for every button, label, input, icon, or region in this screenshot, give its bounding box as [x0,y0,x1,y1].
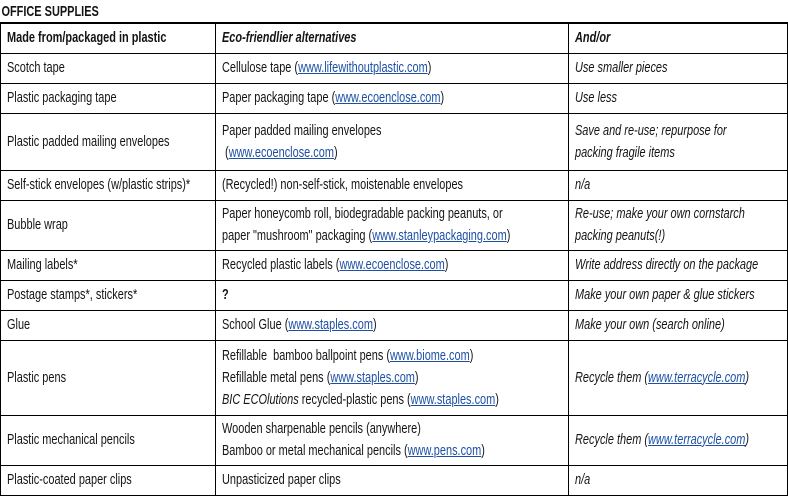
cell-plastic-item [1,340,216,415]
text-segment: Use smaller pieces [575,59,668,76]
hyperlink[interactable]: www.terracycle.com [648,431,746,448]
cell-andor [569,113,788,170]
text-segment: ( [222,143,229,161]
text-segment: Recycle them ( [575,431,649,448]
cell-alternatives [216,310,569,340]
table-row [1,113,788,170]
plastic-item-label: Postage stamps*, stickers* [7,286,138,303]
text-segment: ) [440,89,445,106]
hyperlink[interactable]: www.pens.com [407,442,482,459]
cell-plastic-item [1,53,216,83]
column-header-label: And/or [575,29,611,47]
plastic-item-label: Plastic-coated paper clips [7,471,132,488]
hyperlink[interactable]: www.ecoenclose.com [335,89,441,106]
text-segment: Recycle them ( [575,368,649,386]
text-segment: paper "mushroom" packaging ( [222,227,373,244]
text-segment: packing peanuts(!) [575,227,666,244]
cell-plastic-item [1,310,216,340]
cell-alternatives [216,465,569,495]
text-segment: BIC ECOlutions [222,390,299,408]
hyperlink[interactable]: www.stanleypackaging.com [372,227,507,244]
text-segment: Use less [575,89,617,106]
column-header-andor [569,23,788,53]
cell-andor [569,340,788,415]
plastic-item-label: Mailing labels* [7,256,78,273]
cell-andor [569,310,788,340]
cell-plastic-item [1,280,216,310]
plastic-item-label: Plastic mechanical pencils [7,431,135,448]
text-segment: Bamboo or metal mechanical pencils ( [222,442,408,459]
table-row [1,53,788,83]
plastic-item-label: Bubble wrap [7,216,68,233]
text-segment: packing fragile items [575,143,675,161]
column-header-label: Eco-friendlier alternatives [222,29,357,47]
text-segment: ) [745,431,750,448]
cell-alternatives [216,340,569,415]
text-segment: ) [481,442,485,459]
text-segment: ) [333,143,338,161]
cell-plastic-item [1,170,216,200]
text-segment: ) [506,227,511,244]
plastic-item-label: Self-stick envelopes (w/plastic strips)* [7,176,191,193]
cell-andor [569,415,788,465]
text-segment: Recycled plastic labels ( [222,256,340,273]
hyperlink[interactable]: www.staples.com [330,368,415,386]
text-segment: n/a [575,176,591,193]
hyperlink[interactable]: www.staples.com [288,316,373,333]
cell-plastic-item [1,415,216,465]
hyperlink[interactable]: www.lifewithoutplastic.com [298,59,428,76]
text-segment: Save and re-use; repurpose for [575,121,727,139]
cell-alternatives [216,200,569,250]
hyperlink[interactable]: www.biome.com [390,346,470,364]
text-segment: ) [495,390,499,408]
cell-andor [569,200,788,250]
text-segment: ) [427,59,432,76]
cell-plastic-item [1,83,216,113]
column-header-plastic [1,23,216,53]
table-row [1,250,788,280]
text-segment: School Glue ( [222,316,289,333]
cell-alternatives [216,83,569,113]
text-segment: Re-use; make your own cornstarch [575,205,745,222]
text-segment: Make your own (search online) [575,316,725,333]
hyperlink[interactable]: www.ecoenclose.com [228,143,334,161]
text-segment: Unpasticized paper clips [222,471,341,488]
table-row [1,340,788,415]
cell-andor [569,83,788,113]
text-segment: ) [372,316,377,333]
cell-andor [569,250,788,280]
text-segment: Refillable metal pens ( [222,368,331,386]
cell-andor [569,53,788,83]
plastic-item-label: Plastic pens [7,368,67,386]
column-header-alternatives [216,23,569,53]
header-row [1,23,788,53]
table-row [1,310,788,340]
table-row [1,280,788,310]
document-title: OFFICE SUPPLIES [1,3,99,20]
cell-plastic-item [1,113,216,170]
cell-plastic-item [1,250,216,280]
text-segment: ) [745,368,750,386]
table-row [1,415,788,465]
table-row [1,200,788,250]
table-row [1,170,788,200]
text-segment: Paper packaging tape ( [222,89,336,106]
text-segment: Make your own paper & glue stickers [575,286,755,303]
plastic-item-label: Scotch tape [7,59,65,76]
hyperlink[interactable]: www.ecoenclose.com [339,256,445,273]
text-segment: Write address directly on the package [575,256,759,273]
cell-alternatives [216,250,569,280]
text-segment: Cellulose tape ( [222,59,299,76]
cell-alternatives [216,170,569,200]
cell-andor [569,280,788,310]
plastic-item-label: Glue [7,316,31,333]
text-segment: ) [414,368,419,386]
text-segment: Paper padded mailing envelopes [222,121,382,139]
cell-plastic-item [1,200,216,250]
table-row [1,83,788,113]
plastic-item-label: Plastic packaging tape [7,89,117,106]
cell-andor [569,465,788,495]
plastic-item-label: Plastic padded mailing envelopes [7,132,170,150]
text-segment: ) [444,256,449,273]
column-header-label: Made from/packaged in plastic [7,29,167,47]
cell-plastic-item [1,465,216,495]
hyperlink[interactable]: www.staples.com [410,390,496,408]
cell-alternatives [216,415,569,465]
text-segment: (Recycled!) non-self-stick, moistenable envelopes [222,176,464,193]
cell-alternatives [216,280,569,310]
text-segment: Wooden sharpenable pencils (anywhere) [222,420,421,437]
text-segment: ) [469,346,474,364]
text-segment: Paper honeycomb roll, biodegradable packing peanuts, or [222,205,503,222]
office-supplies-table [0,22,788,496]
cell-alternatives [216,53,569,83]
hyperlink[interactable]: www.terracycle.com [648,368,746,386]
cell-alternatives [216,113,569,170]
text-segment: n/a [575,471,591,488]
text-segment: Refillable bamboo ballpoint pens ( [222,346,391,364]
text-segment: ? [222,286,229,303]
cell-andor [569,170,788,200]
table-row [1,465,788,495]
text-segment: recycled-plastic pens ( [298,390,411,408]
